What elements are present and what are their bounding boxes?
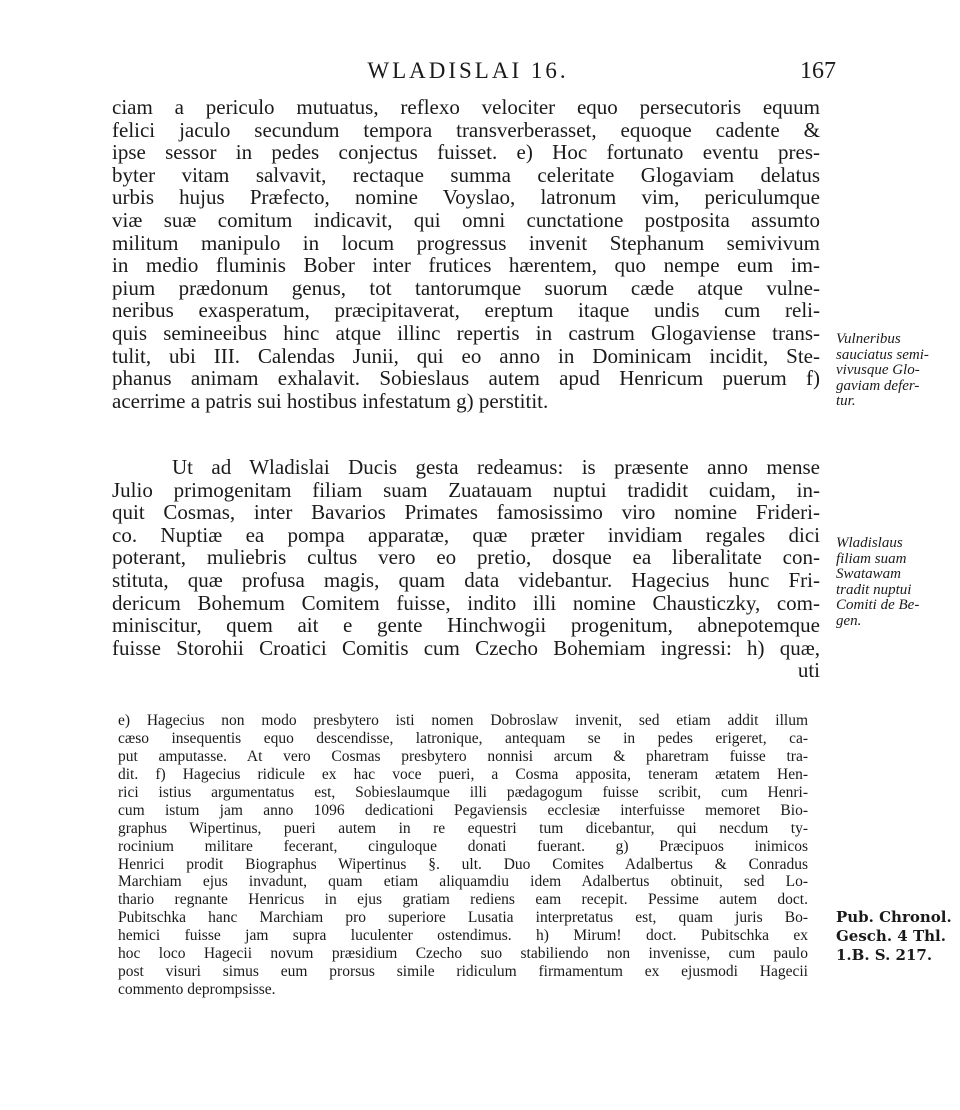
text-line: acerrime a patris sui hostibus infestatum g) perstitit.	[112, 388, 549, 413]
text-line: viæ suæ comitum indicavit, qui omni cunctatione postposita assumto	[112, 207, 820, 232]
marginal-note-1	[836, 332, 956, 410]
margin-line: Swatawam	[836, 566, 902, 583]
margin-line: gen.	[836, 612, 862, 629]
text-line: tulit, ubi III. Calendas Junii, qui eo anno in Dominicam incidit, Ste-	[112, 343, 820, 368]
footnote-line: Marchiam ejus invadunt, quam etiam aliquamdiu idem Adalbertus obtinuit, sed Lo-	[118, 873, 808, 891]
footnote-line: hemici fuisse jam supra luculenter ostendimus. h) Mirum! doct. Pubitschka ex	[118, 927, 808, 945]
paragraph-1	[112, 96, 820, 412]
text-line: dericum Bohemum Comitem fuisse, indito illi nomine Chausticzky, com-	[112, 590, 820, 615]
text-line: co. Nuptiæ ea pompa apparatæ, quæ præter invidiam regales dici	[112, 522, 820, 547]
text-line: quis semineeibus hinc atque illinc repertis in castrum Glogaviense trans-	[112, 320, 820, 345]
footnote-line: cæso insequentis equo descendisse, latronique, antequam se in pedes erigeret, ca-	[118, 729, 808, 747]
text-line: miniscitur, quem ait e gente Hinchwogii progenitum, abnepotemque	[112, 613, 820, 638]
margin-line: tur.	[836, 393, 856, 410]
text-line: Julio primogenitam filiam suam Zuatauam nuptui tradidit cuidam, in-	[112, 477, 820, 502]
footnote-line: commento deprompsisse.	[118, 981, 276, 999]
text-line: felici jaculo secundum tempora transverberasset, equoque cadente &	[112, 117, 820, 142]
margin-line: Wladislaus	[836, 535, 903, 551]
footnote-line: Pubitschka hanc Marchiam pro superiore Lusatia interpretatus est, quam juris Bo-	[118, 909, 808, 927]
text-line: in medio fluminis Bober inter frutices hærentem, quo nempe eum im-	[112, 253, 820, 278]
text-line: poterant, muliebris cultus vero eo pretio, dosque ea liberalitate con-	[112, 545, 820, 570]
catchword: uti	[797, 658, 820, 683]
margin-line: Comiti de Be-	[836, 597, 920, 614]
footnote-line: thario regnante Henricus in ejus gratiam rediens eam recepit. Pessime autem doct.	[118, 891, 808, 909]
margin-line: tradit nuptui	[836, 581, 912, 598]
margin-line: vivusque Glo-	[836, 362, 920, 379]
text-line: quit Cosmas, inter Bavarios Primates famosissimo viro nomine Frideri-	[112, 500, 820, 525]
footnote-line: graphus Wipertinus, pueri autem in re equestri tum dicebantur, qui necdum ty-	[118, 819, 808, 837]
margin-line: Vulneribus	[836, 331, 901, 347]
text-line: ciam a periculo mutuatus, reflexo velociter equo persecutoris equum	[112, 95, 820, 119]
running-head: WLADISLAI 16.	[367, 58, 569, 83]
footnote-line: post visuri simus eum prorsus simile ridiculum firmamentum ex ejusmodi Hagecii	[118, 963, 808, 981]
margin-line: filiam suam	[836, 550, 907, 567]
page-number: 167	[800, 58, 836, 84]
footnote-line: dit. f) Hagecius ridicule ex hac voce pueri, a Cosma apposita, teneram ætatem Hen-	[118, 765, 808, 783]
margin-line: 1.B. S. 217.	[836, 946, 933, 964]
text-line: fuisse Storohii Croatici Comitis cum Czecho Bohemiam ingressi: h) quæ,	[112, 635, 820, 660]
footnote-line: cum istum jam anno 1096 dedicationi Pegaviensis ecclesiæ interfuisse memoret Bio-	[118, 801, 808, 819]
footnote-line: rocinium militare fecerant, cinguloque donati fuerant. g) Præcipuos inimicos	[118, 837, 808, 855]
text-line: urbis hujus Præfecto, nomine Voyslao, latronum vim, periculumque	[112, 185, 820, 210]
footnote-line: hoc loco Hagecii novum præsidium Czecho suo stabiliendo non invenisse, cum paulo	[118, 945, 808, 963]
text-line: pium prædonum genus, tot tantorumque suorum cæde atque vulne-	[112, 275, 820, 300]
margin-line: Gesch. 4 Thl.	[836, 927, 946, 945]
page-header	[110, 58, 836, 94]
text-line: ipse sessor in pedes conjectus fuisset. e) Hoc fortunato eventu pres-	[112, 140, 820, 165]
footnotes	[118, 712, 808, 999]
text-line: byter vitam salvavit, rectaque summa celeritate Glogaviam delatus	[112, 162, 820, 187]
text-line: phanus animam exhalavit. Sobieslaus autem apud Henricum puerum f)	[112, 366, 820, 391]
marginal-note-3	[836, 908, 956, 965]
footnote-line: Henrici prodit Biographus Wipertinus §. ult. Duo Comites Adalbertus & Conradus	[118, 855, 808, 873]
footnote-line: put amputasse. At vero Cosmas presbytero nonnisi arcum & pharetram fuisse tra-	[118, 747, 808, 765]
text-line: Ut ad Wladislai Ducis gesta redeamus: is præsente anno mense	[172, 455, 820, 479]
margin-line: Pub. Chronol.	[836, 908, 952, 926]
margin-line: sauciatus semi-	[836, 346, 929, 363]
footnote-line: e) Hagecius non modo presbytero isti nomen Dobroslaw invenit, sed etiam addit illum	[118, 712, 808, 729]
text-line: stituta, quæ profusa magis, quam data videbantur. Hagecius hunc Fri-	[112, 567, 820, 592]
text-line: militum manipulo in locum progressus invenit Stephanum semivivum	[112, 230, 820, 255]
footnote-line: rici istius argumentatus est, Sobieslaumque illi pædagogum fuisse scribit, cum Henri-	[118, 783, 808, 801]
marginal-note-2	[836, 536, 956, 630]
text-line: neribus exasperatum, præcipitaverat, ereptum itaque undis cum reli-	[112, 298, 820, 323]
margin-line: gaviam defer-	[836, 377, 920, 394]
paragraph-2	[112, 456, 820, 682]
